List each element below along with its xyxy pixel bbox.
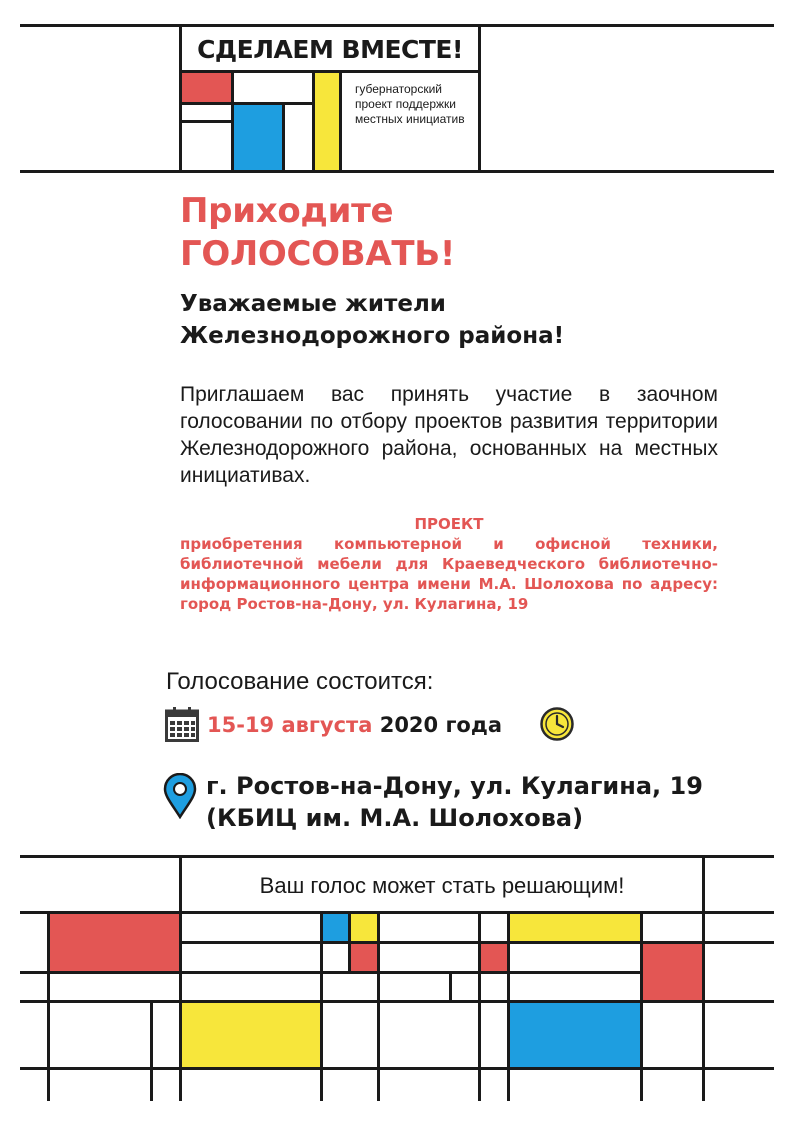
- logo-grid-line: [182, 120, 231, 123]
- voting-address: [206, 770, 766, 834]
- grid-red-block: [481, 944, 507, 972]
- grid-line: [320, 911, 323, 1101]
- grid-line: [702, 855, 705, 1101]
- greeting-line2: Железнодорожного района!: [180, 323, 565, 349]
- logo-red-block: [182, 73, 231, 102]
- grid-blue-block: [509, 1003, 640, 1067]
- clock-icon: [539, 706, 575, 742]
- grid-line: [20, 1000, 774, 1003]
- top-rule-lower: [20, 170, 774, 173]
- voting-label: Голосование состоится:: [166, 668, 434, 695]
- grid-red-block: [643, 944, 702, 1000]
- headline-line1: Приходите: [180, 191, 394, 231]
- grid-line: [507, 911, 510, 1101]
- project-heading: ПРОЕКТ: [414, 515, 484, 533]
- logo-title: СДЕЛАЕМ ВМЕСТЕ!: [197, 35, 463, 64]
- grid-line: [377, 911, 380, 1101]
- calendar-icon: [165, 706, 199, 742]
- grid-line: [449, 971, 452, 1003]
- grid-line: [150, 1000, 153, 1101]
- logo-grid-line: [339, 73, 342, 170]
- grid-line: [20, 971, 640, 974]
- grid-line: [478, 911, 481, 1101]
- grid-yellow-block: [351, 914, 377, 942]
- top-rule-upper: [20, 24, 774, 27]
- grid-line: [20, 1067, 774, 1070]
- greeting-line1: Уважаемые жители: [180, 291, 446, 317]
- invite-paragraph: Приглашаем вас принять участие в заочном голосовании по отбору проектов развития территории Железнодорожного района, основанных на местных инициативах.: [180, 383, 718, 487]
- logo-subtitle: губернаторский проект поддержки местных инициатив: [355, 82, 465, 126]
- map-pin-icon: [163, 773, 197, 819]
- logo-blue-block: [234, 105, 282, 170]
- page-headline: [180, 190, 740, 276]
- headline-line2: ГОЛОСОВАТЬ!: [180, 234, 456, 274]
- slogan-banner: Ваш голос может стать решающим!: [259, 873, 625, 898]
- grid-blue-block: [322, 914, 348, 942]
- address-line2: (КБИЦ им. М.А. Шолохова): [206, 804, 584, 832]
- logo-yellow-block: [315, 73, 339, 170]
- grid-line: [348, 911, 351, 972]
- grid-red-block: [50, 914, 179, 972]
- grid-line: [640, 911, 643, 1101]
- grid-line: [47, 911, 50, 1101]
- project-description: приобретения компьютерной и офисной техники, библиотечной мебели для Краеведческого библиотечно-информационного центра имени М.А. Шолохова по адресу: город Ростов-на-Дону, ул. Кулагина, 19: [180, 535, 718, 613]
- grid-red-block: [351, 944, 377, 972]
- address-line1: г. Ростов-на-Дону, ул. Кулагина, 19: [206, 772, 703, 800]
- grid-yellow-block: [509, 914, 640, 942]
- logo-grid-line: [282, 105, 285, 170]
- greeting: [180, 288, 740, 352]
- voting-date-range: 15-19 августа: [207, 713, 373, 737]
- voting-year: 2020 года: [379, 713, 502, 737]
- voting-dates: [207, 710, 502, 740]
- grid-yellow-block: [182, 1003, 320, 1067]
- grid-line: [179, 941, 774, 944]
